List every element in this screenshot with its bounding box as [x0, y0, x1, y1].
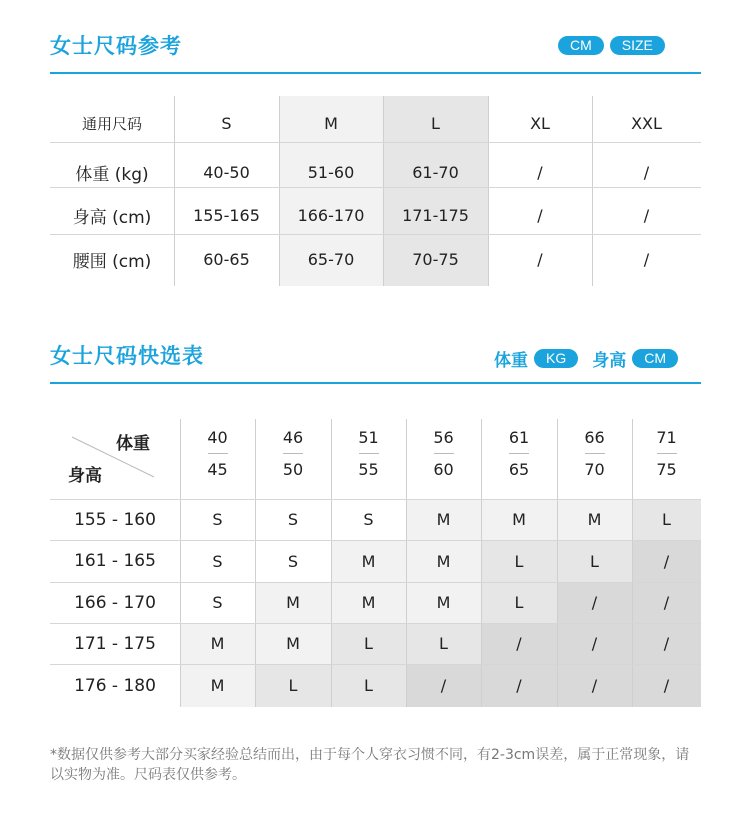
fraction-bar: [585, 453, 605, 454]
size-cell: M: [587, 510, 602, 529]
size-cell: S: [287, 551, 299, 571]
weight-label: 体重: [494, 351, 528, 371]
corner-weight-label: 体重: [116, 434, 150, 454]
weight-range-header: [331, 428, 406, 479]
table-cell: 70-75: [412, 249, 459, 269]
size-cell: M: [286, 634, 300, 653]
row-label: 身高 (cm): [72, 208, 152, 228]
table-cell: 171-175: [402, 206, 469, 225]
table-cell: 61-70: [412, 163, 459, 182]
height-range-label: 161 - 165: [74, 551, 156, 571]
row-label: 体重 (kg): [75, 165, 149, 185]
cm-badge: CM: [632, 349, 678, 368]
weight-range-header: [632, 428, 701, 479]
weight-range-bottom: 65: [508, 460, 530, 479]
height-label: 身高: [592, 351, 627, 371]
weight-range-header: [255, 428, 331, 479]
weight-range-top: 61: [508, 428, 530, 447]
height-range-label: 155 - 160: [74, 509, 156, 530]
height-range-label: 176 - 180: [74, 675, 156, 696]
size-header: L: [431, 113, 440, 133]
size-cell: /: [516, 634, 522, 653]
section1-divider: [50, 72, 701, 74]
weight-range-top: 46: [282, 428, 304, 447]
size-reference-title: 女士尺码参考: [50, 34, 182, 58]
table-cell: 166-170: [297, 206, 365, 225]
size-cell: L: [439, 634, 448, 653]
size-cell: M: [210, 634, 225, 653]
weight-range-bottom: 55: [358, 460, 379, 479]
size-cell: M: [361, 593, 376, 612]
unit-badges: [558, 36, 665, 55]
size-cell: M: [436, 593, 451, 612]
size-cell: L: [288, 676, 298, 695]
fraction-bar: [434, 453, 454, 454]
weight-range-top: 51: [358, 428, 379, 447]
size-cell: S: [212, 551, 223, 571]
table-cell: 51-60: [307, 163, 355, 182]
weight-range-header: [180, 428, 255, 479]
size-cell: M: [436, 551, 451, 571]
table-cell: /: [643, 249, 650, 269]
corner-diagonal: [50, 419, 180, 499]
weight-range-bottom: 75: [656, 460, 677, 479]
weight-range-header: [406, 428, 481, 479]
table-cell: /: [643, 206, 650, 225]
table-cell: /: [537, 249, 543, 269]
fraction-bar: [509, 453, 529, 454]
size-cell: M: [361, 551, 376, 571]
size-cell: M: [512, 510, 526, 529]
header-label: 通用尺码: [81, 114, 142, 133]
size-cell: /: [663, 634, 670, 653]
size-cell: S: [212, 510, 223, 529]
quick-size-table: [50, 419, 701, 707]
table-cell: 65-70: [307, 249, 355, 269]
size-cell: S: [363, 510, 374, 529]
size-cell: L: [514, 551, 524, 571]
weight-range-top: 71: [656, 428, 677, 447]
size-cell: L: [364, 634, 373, 653]
size-header: XL: [530, 113, 550, 133]
weight-range-bottom: 60: [433, 460, 454, 479]
table-cell: 40-50: [203, 163, 250, 182]
size-cell: M: [436, 510, 451, 529]
size-cell: S: [287, 510, 299, 529]
weight-range-bottom: 50: [282, 460, 304, 479]
fraction-bar: [208, 453, 228, 454]
size-cell: /: [516, 676, 522, 695]
weight-range-bottom: 45: [207, 460, 228, 479]
table-cell: /: [643, 163, 650, 182]
weight-range-header: [557, 428, 632, 479]
height-range-label: 171 - 175: [74, 633, 156, 654]
size-cell: L: [590, 551, 599, 571]
cm-badge: CM: [558, 36, 604, 55]
quick-size-badges: [486, 346, 678, 371]
corner-height-label: 身高: [68, 466, 102, 486]
table-cell: 155-165: [193, 206, 260, 225]
size-cell: /: [591, 634, 598, 653]
disclaimer-note: *数据仅供参考大部分买家经验总结而出，由于每个人穿衣习惯不同，有2-3cm误差，属于正常现象，请以实物为准。尺码表仅供参考。: [50, 747, 690, 783]
table-cell: /: [537, 163, 543, 182]
fraction-bar: [283, 453, 303, 454]
table-cell: 60-65: [203, 249, 250, 269]
weight-range-top: 56: [433, 428, 454, 447]
section2-divider: [50, 382, 701, 384]
size-cell: L: [364, 676, 373, 695]
fraction-bar: [657, 453, 677, 454]
size-cell: /: [663, 676, 670, 695]
row-label: 腰围 (cm): [72, 251, 152, 272]
size-cell: /: [663, 593, 670, 612]
size-cell: /: [591, 593, 598, 612]
size-header: S: [221, 113, 232, 133]
size-header: XXL: [631, 113, 662, 133]
size-cell: /: [663, 551, 670, 571]
size-cell: /: [440, 676, 447, 695]
size-cell: L: [662, 510, 671, 529]
size-reference-table: [50, 96, 701, 286]
size-cell: M: [286, 593, 300, 612]
size-cell: S: [212, 593, 223, 612]
weight-range-header: [481, 428, 557, 479]
size-badge: SIZE: [610, 36, 665, 55]
table-cell: /: [537, 206, 543, 225]
weight-range-top: 66: [584, 428, 605, 447]
quick-size-title: 女士尺码快选表: [50, 344, 204, 368]
kg-badge: KG: [534, 349, 578, 368]
weight-range-bottom: 70: [584, 460, 605, 479]
size-header: M: [324, 113, 338, 133]
height-range-label: 166 - 170: [74, 592, 156, 613]
weight-range-top: 40: [207, 428, 228, 447]
size-cell: L: [514, 593, 524, 612]
size-cell: /: [591, 676, 598, 695]
size-cell: M: [210, 676, 225, 695]
fraction-bar: [359, 453, 379, 454]
